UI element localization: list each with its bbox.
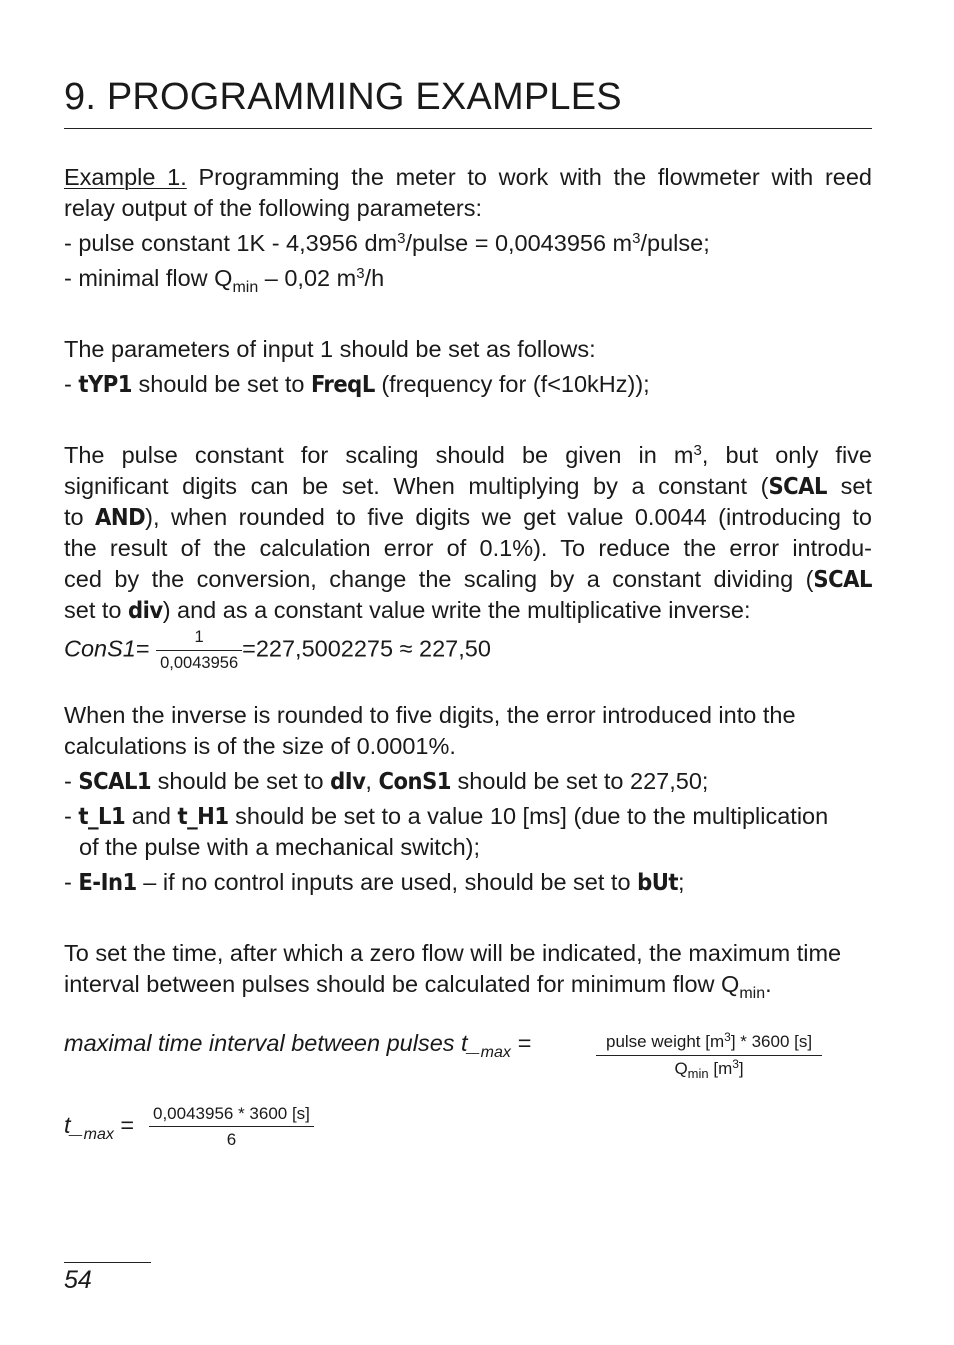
param-t-l1: t_L1 [78,802,126,830]
param-e-in1: E-In1 [78,868,137,896]
param-and: AND [95,503,146,531]
formula-result: =227,5002275 ≈ 227,50 [242,635,491,662]
scaling-line-1 [64,440,872,471]
setting-text: ; [677,869,685,895]
scaling-text: ), when rounded to five digits we get value 0.0044 (introducing to [145,504,872,530]
footer-rule [64,1262,151,1263]
fraction-denominator: 6 [149,1126,314,1149]
setting-ein1 [64,867,872,898]
formula-tmax-definition [64,1030,532,1061]
inverse-line-1: When the inverse is rounded to five digits, the error introduced into the [64,702,796,728]
subscript-min: min [739,985,766,1002]
formula-lhs: ConS1 [64,635,136,662]
subscript-min: min [232,279,259,296]
bullet-dash: - [64,803,79,829]
zeroflow-text: interval between pulses should be calculated for minimum flow Q [64,971,740,997]
pulse-constant-value: /pulse = 0,0043956 m [405,230,633,256]
denominator-text: ] [738,1059,744,1078]
fraction-numerator: 0,0043956 * 3600 [s] [153,1104,310,1123]
formula-equals: = [135,635,150,662]
numerator-text: ] * 3600 [s] [730,1032,813,1051]
page-title: 9. PROGRAMMING EXAMPLES [64,76,622,118]
minimal-flow-unit: /h [364,265,385,291]
scaling-text: significant digits can be set. When multiplying by a constant ( [64,473,769,499]
pulse-constant-text: - pulse constant 1K - 4,3956 dm [64,230,398,256]
page-number: 54 [64,1266,92,1294]
param-freql: FreqL [310,370,375,398]
minimal-flow-text: - minimal flow Q [64,265,233,291]
param-scal: SCAL [813,565,872,593]
scaling-text: to [64,504,96,530]
superscript-3: 3 [724,1030,731,1044]
superscript-3: 3 [693,442,702,459]
param-t-h1: t_H1 [177,802,229,830]
setting-tl1-th1 [64,801,872,832]
zeroflow-line-2 [64,969,872,1000]
setting-text: and [125,803,178,829]
pulse-constant-line [64,228,872,259]
param-cons1: ConS1 [378,767,452,795]
subscript-max: max [480,1044,511,1061]
param-div-value: dIv [330,767,366,795]
scaling-text: set [827,473,872,499]
setting-text: – if no control inputs are used, should be set to [136,869,638,895]
formula-tmax-calc-fraction [149,1104,314,1149]
bullet-dash: - [64,869,79,895]
setting-text: , [365,768,379,794]
scaling-line-3 [64,502,872,533]
formula-equals: = [113,1112,135,1138]
numerator-text: pulse weight [m [606,1032,725,1051]
input-typ-end: (frequency for (f<10kHz)); [374,371,650,397]
input-typ-line [64,369,872,400]
formula-cons1 [64,628,872,673]
zeroflow-text: . [765,971,772,997]
fraction-denominator [596,1055,822,1081]
scaling-text: set to [64,597,129,623]
setting-text: should be set to a value 10 [ms] (due to the multiplication [228,803,829,829]
superscript-3: 3 [632,230,641,247]
setting-tl1-cont: of the pulse with a mechanical switch); [79,834,480,860]
inverse-line-2: calculations is of the size of 0.0001%. [64,733,456,759]
setting-text: should be set to [151,768,331,794]
scaling-paragraph [64,440,872,626]
scaling-text: The pulse constant for scaling should be given in m [64,442,694,468]
superscript-3: 3 [356,265,365,282]
scaling-line-6 [64,595,872,626]
setting-text: should be set to 227,50; [451,768,709,794]
param-scal1: SCAL1 [78,767,152,795]
formula-tmax-calc [64,1112,135,1143]
param-but: bUt [637,868,678,896]
scaling-text: ) and as a constant value write the multiplicative inverse: [162,597,751,623]
scaling-line-5 [64,564,872,595]
param-scal: SCAL [768,472,828,500]
subscript-min: min [687,1066,709,1081]
scaling-text: ced by the conversion, change the scaling by a constant dividing ( [64,566,814,592]
bullet-dash: - [64,768,79,794]
formula-equals: = [510,1030,532,1056]
pulse-constant-unit: /pulse; [640,230,710,256]
fraction-numerator: 1 [194,628,204,646]
example-label: Example 1. [64,164,187,190]
input-intro: The parameters of input 1 should be set as follows: [64,336,596,362]
setting-scal1 [64,766,872,797]
fraction-numerator [596,1032,822,1055]
formula-lhs: t_ [64,1112,84,1138]
example-paragraph [64,162,872,224]
input-typ-mid: should be set to [131,371,311,397]
formula-fraction [156,628,242,673]
minimal-flow-value: – 0,02 m [258,265,357,291]
title-rule [64,128,872,129]
denominator-text: Q [674,1059,688,1078]
scaling-line-4: the result of the calculation error of 0.1%). To reduce the error introdu- [64,535,872,561]
zeroflow-line-1: To set the time, after which a zero flow will be indicated, the maximum time [64,940,842,966]
formula-lhs: maximal time interval between pulses t_ [64,1030,481,1056]
fraction-denominator: 0,0043956 [156,650,242,673]
example-text: Programming the meter to work with the flowmeter with reed relay output of the following parameters: [64,164,873,221]
minimal-flow-line [64,263,872,294]
superscript-3: 3 [732,1057,739,1071]
bullet-dash: - [64,371,79,397]
scaling-text: , but only five [701,442,873,468]
param-div: div [128,596,163,624]
subscript-max: max [83,1126,114,1143]
param-typ1: tYP1 [78,370,132,398]
formula-tmax-fraction [596,1030,822,1081]
superscript-3: 3 [397,230,406,247]
scaling-line-2 [64,471,872,502]
denominator-text: [m [708,1059,733,1078]
